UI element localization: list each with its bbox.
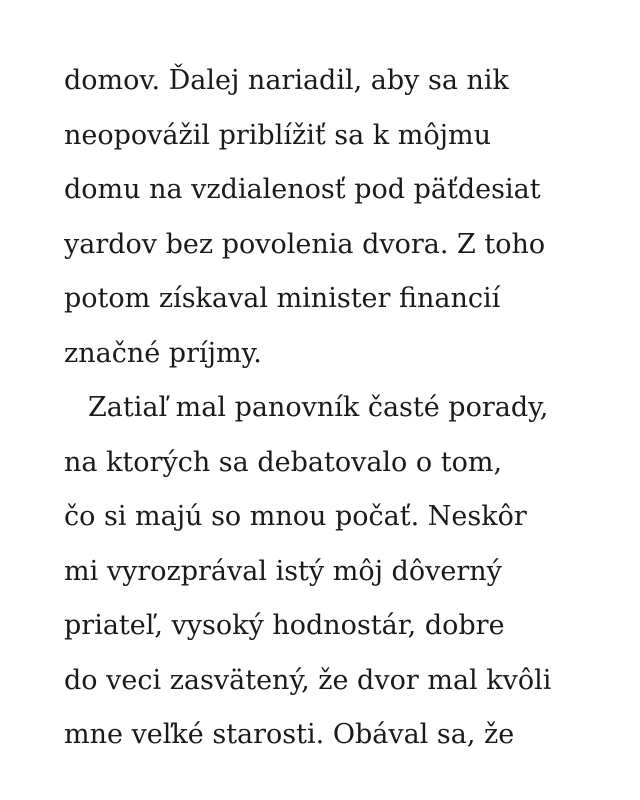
text-column (64, 54, 624, 763)
text-line: na ktorých sa debatovalo o tom, (64, 446, 503, 478)
text-line: čo si majú so mnou počať. Neskôr (64, 501, 527, 532)
text-line: mne veľké starosti. Obával sa, že (64, 719, 515, 750)
text-line: mi vyrozprával istý môj dôverný (64, 555, 502, 587)
text-line: neopovážil priblížiť sa k môjmu (64, 119, 491, 151)
paragraph-first-line: Zatiaľ mal panovník časté porady, (88, 392, 549, 423)
text-line: priateľ, vysoký hodnostár, dobre (64, 610, 505, 641)
text-line: do veci zasvätený, že dvor mal kvôli (64, 664, 552, 696)
text-line: značné príjmy. (64, 337, 262, 369)
text-line: potom získaval minister financií (64, 283, 501, 314)
text-line: domu na vzdialenosť pod päťdesiat (64, 174, 541, 205)
text-line: domov. Ďalej nariadil, aby sa nik (64, 65, 509, 96)
text-line: yardov bez povolenia dvora. Z toho (64, 228, 546, 260)
